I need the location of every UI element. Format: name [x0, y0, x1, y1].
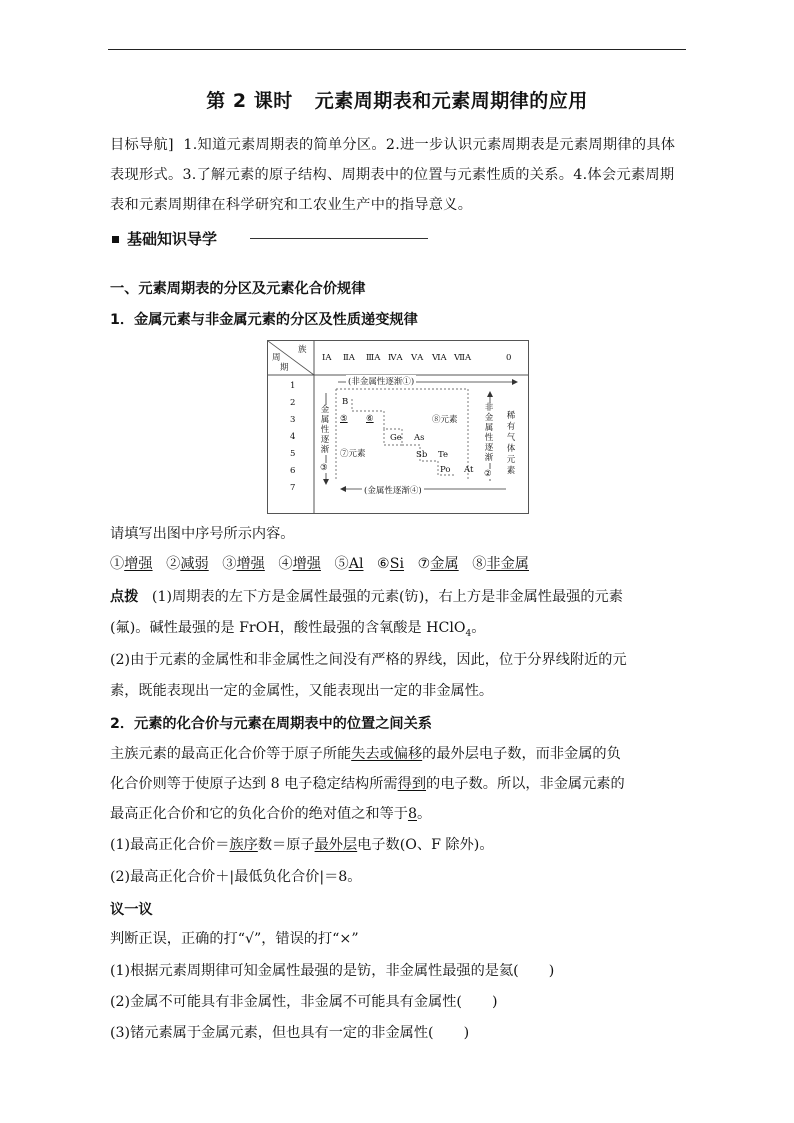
blank-7: ⑦元素 [340, 449, 366, 459]
close-paren: ) [548, 963, 555, 979]
question-text: (3)锗元素属于金属元素，但也具有一定的非金属性( [110, 1025, 434, 1041]
part1-heading: 一、元素周期表的分区及元素化合价规律 [110, 281, 366, 297]
group-label-2: ⅡA [343, 353, 355, 363]
period-label-6: 6 [290, 466, 296, 476]
right-arrow-char: 渐 [484, 453, 494, 463]
part1-subheading: 1．金属元素与非金属元素的分区及性质递变规律 [110, 312, 418, 328]
valence-line-2 [110, 773, 625, 793]
noble-gas-char: 有 [506, 422, 516, 432]
fill-prompt: 请填写出图中序号所示内容。 [110, 526, 295, 542]
text: 的最外层电子数，而非金属的负 [422, 746, 621, 762]
learning-goals [110, 130, 688, 220]
left-arrow-char: 性 [320, 425, 330, 435]
answer-1: ①增强 [110, 556, 153, 572]
tip-line-4: 素，既能表现出一定的金属性，又能表现出一定的非金属性。 [110, 683, 494, 699]
close-paren: ) [491, 994, 498, 1010]
left-arrow-char: 渐 [320, 445, 330, 455]
noble-gas-char: 稀 [506, 411, 516, 421]
noble-gas-char: 气 [506, 433, 516, 443]
answer-6: ⑥Si [377, 556, 405, 572]
period-label-3: 3 [290, 415, 296, 425]
group-label-0: 0 [506, 353, 512, 363]
part1-subheading-2: 2．元素的化合价与元素在周期表中的位置之间关系 [110, 716, 432, 732]
noble-gas-char: 元 [506, 455, 516, 465]
noble-gas-char: 体 [506, 444, 516, 454]
group-label-6: ⅥA [432, 353, 447, 363]
valence-line-1 [110, 743, 621, 763]
right-arrow-label [484, 403, 494, 463]
answer-2: ②减弱 [166, 556, 209, 572]
answer-7: ⑦金属 [417, 556, 459, 572]
section-header [112, 228, 217, 249]
section-title: 基础知识导学 [127, 230, 218, 248]
blank-6: ⑥ [366, 414, 374, 424]
corner-label-period-1: 周 [272, 353, 281, 363]
subscript: 4 [465, 628, 472, 639]
text: 数＝原子 [257, 837, 315, 853]
group-label-5: ⅤA [411, 353, 424, 363]
tip-line-1 [110, 586, 623, 606]
group-label-1: ⅠA [322, 353, 332, 363]
left-arrow-char: 金 [320, 405, 330, 415]
element-B: B [342, 397, 349, 407]
bottom-arrow-label: (金属性逐渐④) [364, 486, 422, 496]
blank-5: ⑤ [340, 414, 348, 424]
element-Ge: Ge [390, 433, 402, 443]
right-arrow-char: 性 [484, 433, 494, 443]
answer-4: ④增强 [278, 556, 321, 572]
header-rule [108, 49, 686, 50]
element-Sb: Sb [416, 450, 428, 460]
top-arrow-label: (非金属性逐渐①) [348, 377, 415, 387]
noble-gas-char: 素 [506, 466, 516, 476]
answer-3: ③增强 [222, 556, 265, 572]
question-1 [110, 960, 554, 980]
text: 电子数(O、F 除外)。 [357, 837, 494, 853]
rule-1 [110, 834, 494, 854]
discuss-instructions: 判断正误，正确的打“√”，错误的打“×” [110, 931, 359, 947]
left-arrow-char: 逐 [320, 435, 330, 445]
text: 化合价则等于使原子达到 8 电子稳定结构所需 [110, 776, 398, 792]
text: 。 [416, 806, 432, 822]
group-label-7: ⅦA [454, 353, 472, 363]
right-arrow-char: 非 [484, 403, 494, 413]
corner-label-group: 族 [298, 345, 307, 355]
group-label-3: ⅢA [366, 353, 381, 363]
question-2 [110, 991, 498, 1011]
periodic-table-diagram [267, 340, 529, 514]
answer-8: ⑧非金属 [472, 556, 529, 572]
tip-text: (氟)。碱性最强的是 FrOH，酸性最强的含氧酸是 HClO [110, 620, 466, 636]
discuss-title: 议一议 [110, 902, 153, 918]
tip-line-2 [110, 617, 485, 639]
text: 的电子数。所以，非金属元素的 [426, 776, 625, 792]
right-arrow-char: 属 [484, 423, 494, 433]
period-label-1: 1 [290, 381, 296, 391]
goal-text: 1.知道元素周期表的简单分区。2.进一步认识元素周期表是元素周期律的具体表现形式。3.了解元素的原子结构、周期表中的位置与元素性质的关系。4.体会元素周期表和元素周期律在科学研究和工农业生产中的指导意义。 [110, 137, 676, 213]
period-label-5: 5 [290, 449, 296, 459]
period-label-4: 4 [290, 432, 296, 442]
page-title [0, 86, 794, 113]
answer-blank: 8 [407, 806, 417, 822]
lesson-topic: 元素周期表和元素周期律的应用 [314, 90, 588, 112]
close-paren: ) [463, 1025, 470, 1041]
blank-8: ⑧元素 [432, 415, 458, 425]
goal-label: 目标导航] [110, 137, 174, 153]
question-3 [110, 1022, 469, 1042]
answer-row [110, 553, 529, 573]
tip-label: 点拨 [110, 589, 139, 605]
element-As: As [414, 433, 425, 443]
group-label-4: ⅣA [388, 353, 403, 363]
section-rule [250, 238, 428, 239]
answer-5: ⑤Al [334, 556, 364, 572]
element-Po: Po [440, 465, 451, 475]
section-square-icon [112, 236, 119, 243]
corner-label-period-2: 期 [280, 363, 289, 373]
left-arrow-number: ③ [320, 463, 328, 473]
text: 最高正化合价和它的负化合价的绝对值之和等于 [110, 806, 408, 822]
question-text: (1)根据元素周期律可知金属性最强的是钫，非金属性最强的是氦( [110, 963, 519, 979]
noble-gas-label [506, 411, 516, 477]
element-Te: Te [438, 450, 449, 460]
rule-2: (2)最高正化合价＋|最低负化合价|＝8。 [110, 869, 362, 885]
left-arrow-char: 属 [320, 415, 330, 425]
text: 主族元素的最高正化合价等于原子所能 [110, 746, 352, 762]
right-arrow-char: 逐 [484, 443, 494, 453]
period-label-2: 2 [290, 398, 296, 408]
tip-text: 。 [471, 620, 486, 636]
answer-blank: 失去或偏移 [351, 746, 423, 762]
lesson-number: 第 2 课时 [206, 90, 293, 112]
left-arrow-label [320, 405, 330, 455]
element-At: At [464, 465, 474, 475]
right-arrow-number: ② [484, 469, 492, 479]
answer-blank: 族序 [229, 837, 258, 853]
right-arrow-char: 金 [484, 413, 494, 423]
valence-line-3 [110, 803, 431, 823]
question-text: (2)金属不可能具有非金属性，非金属不可能具有金属性( [110, 994, 462, 1010]
tip-text: (1)周期表的左下方是金属性最强的元素(钫)，右上方是非金属性最强的元素 [151, 589, 623, 605]
answer-blank: 得到 [397, 776, 427, 792]
tip-line-3: (2)由于元素的金属性和非金属性之间没有严格的界线，因此，位于分界线附近的元 [110, 652, 627, 668]
period-label-7: 7 [290, 483, 296, 493]
answer-blank: 最外层 [314, 837, 358, 853]
text: (1)最高正化合价＝ [110, 837, 230, 853]
